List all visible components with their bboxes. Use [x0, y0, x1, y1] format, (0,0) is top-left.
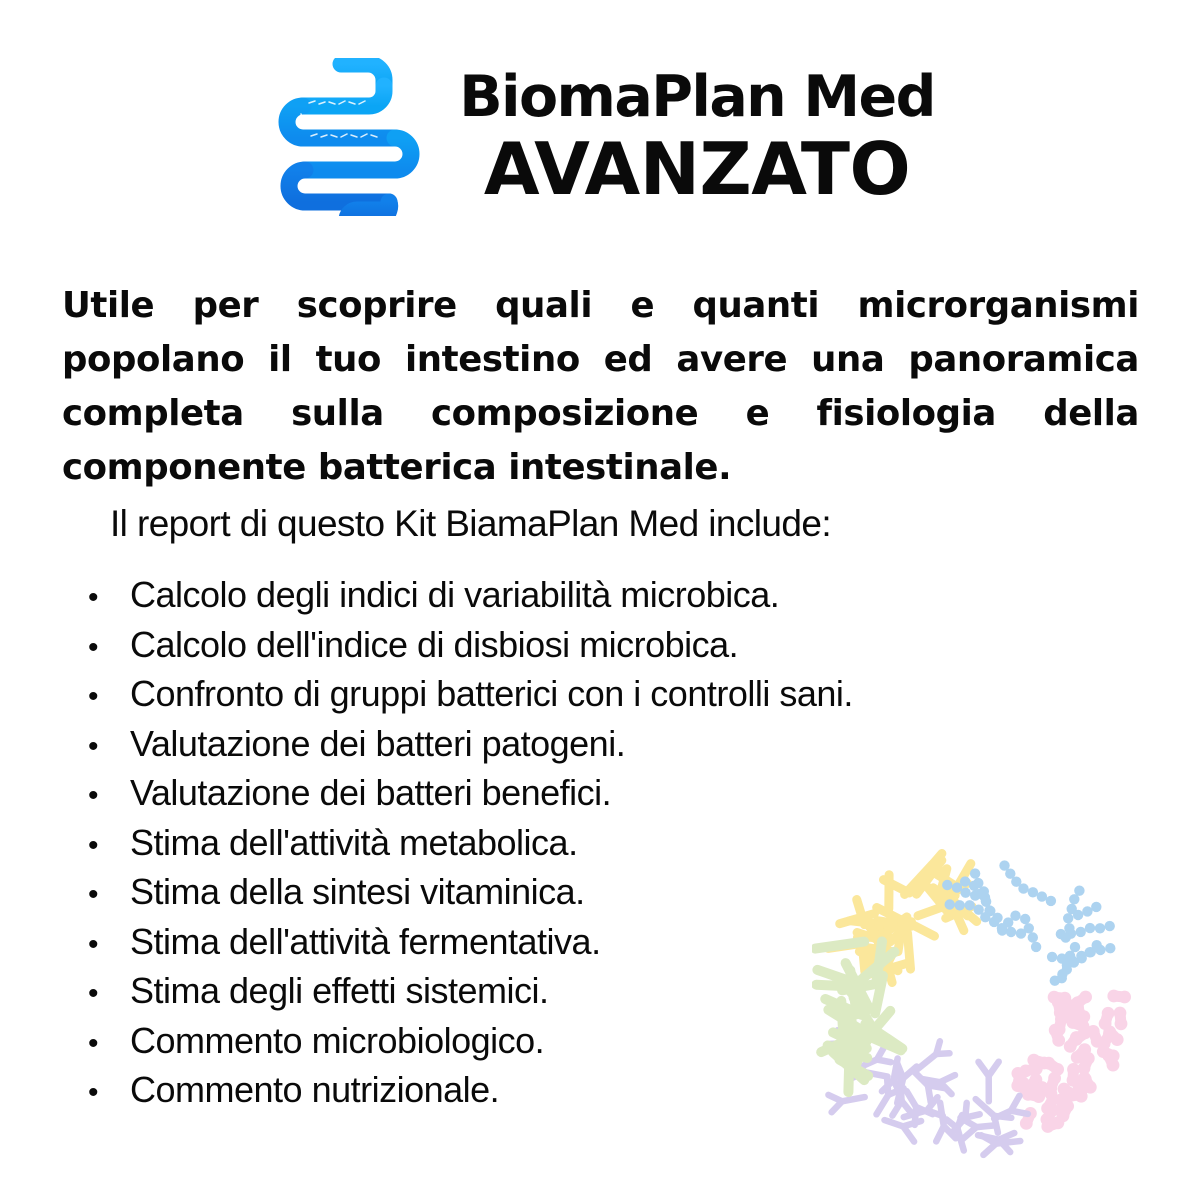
microbiome-donut-illustration	[812, 842, 1138, 1168]
list-item	[88, 624, 1148, 674]
bullet-icon: •	[88, 1026, 99, 1060]
bullet-icon: •	[88, 630, 99, 664]
bullet-icon: •	[88, 828, 99, 862]
list-item-label: Stima degli effetti sistemici.	[130, 970, 549, 1011]
bullet-icon: •	[88, 1076, 99, 1109]
list-item-label: Stima della sintesi vitaminica.	[130, 871, 585, 912]
list-item	[88, 574, 1148, 624]
list-item	[88, 772, 1148, 822]
list-item-label: Commento microbiologico.	[130, 1019, 545, 1061]
bullet-icon: •	[88, 927, 99, 961]
bullet-icon: •	[88, 779, 99, 812]
report-contents-heading: Il report di questo Kit BiamaPlan Med include:	[110, 503, 832, 544]
brand-name: BiomaPlan Med	[459, 64, 935, 130]
bullet-icon: •	[88, 977, 99, 1010]
list-item-label: Calcolo degli indici di variabilità microbica.	[130, 574, 780, 615]
list-item-label: Calcolo dell'indice di disbiosi microbica.	[130, 623, 739, 665]
list-item-label: Confronto di gruppi batterici con i controlli sani.	[130, 673, 853, 714]
list-item-label: Stima dell'attività fermentativa.	[130, 920, 601, 962]
list-item	[88, 673, 1148, 723]
brand-tier: AVANZATO	[483, 127, 911, 211]
list-item	[88, 723, 1148, 773]
bullet-icon: •	[88, 581, 99, 614]
bullet-icon: •	[88, 878, 99, 911]
brand-title-block	[459, 64, 935, 211]
list-item-label: Valutazione dei batteri benefici.	[130, 772, 612, 813]
bullet-icon: •	[88, 680, 99, 713]
list-item-label: Valutazione dei batteri patogeni.	[130, 722, 626, 764]
bullet-icon: •	[88, 729, 99, 763]
intestine-icon	[265, 58, 425, 216]
list-item-label: Stima dell'attività metabolica.	[130, 821, 578, 863]
intro-paragraph: Utile per scoprire quali e quanti microrganismi popolano il tuo intestino ed avere una panoramica completa sulla composizione e fisiologia della componente batterica intestinale.	[62, 284, 1139, 488]
list-item-label: Commento nutrizionale.	[130, 1069, 500, 1110]
header	[0, 52, 1200, 222]
